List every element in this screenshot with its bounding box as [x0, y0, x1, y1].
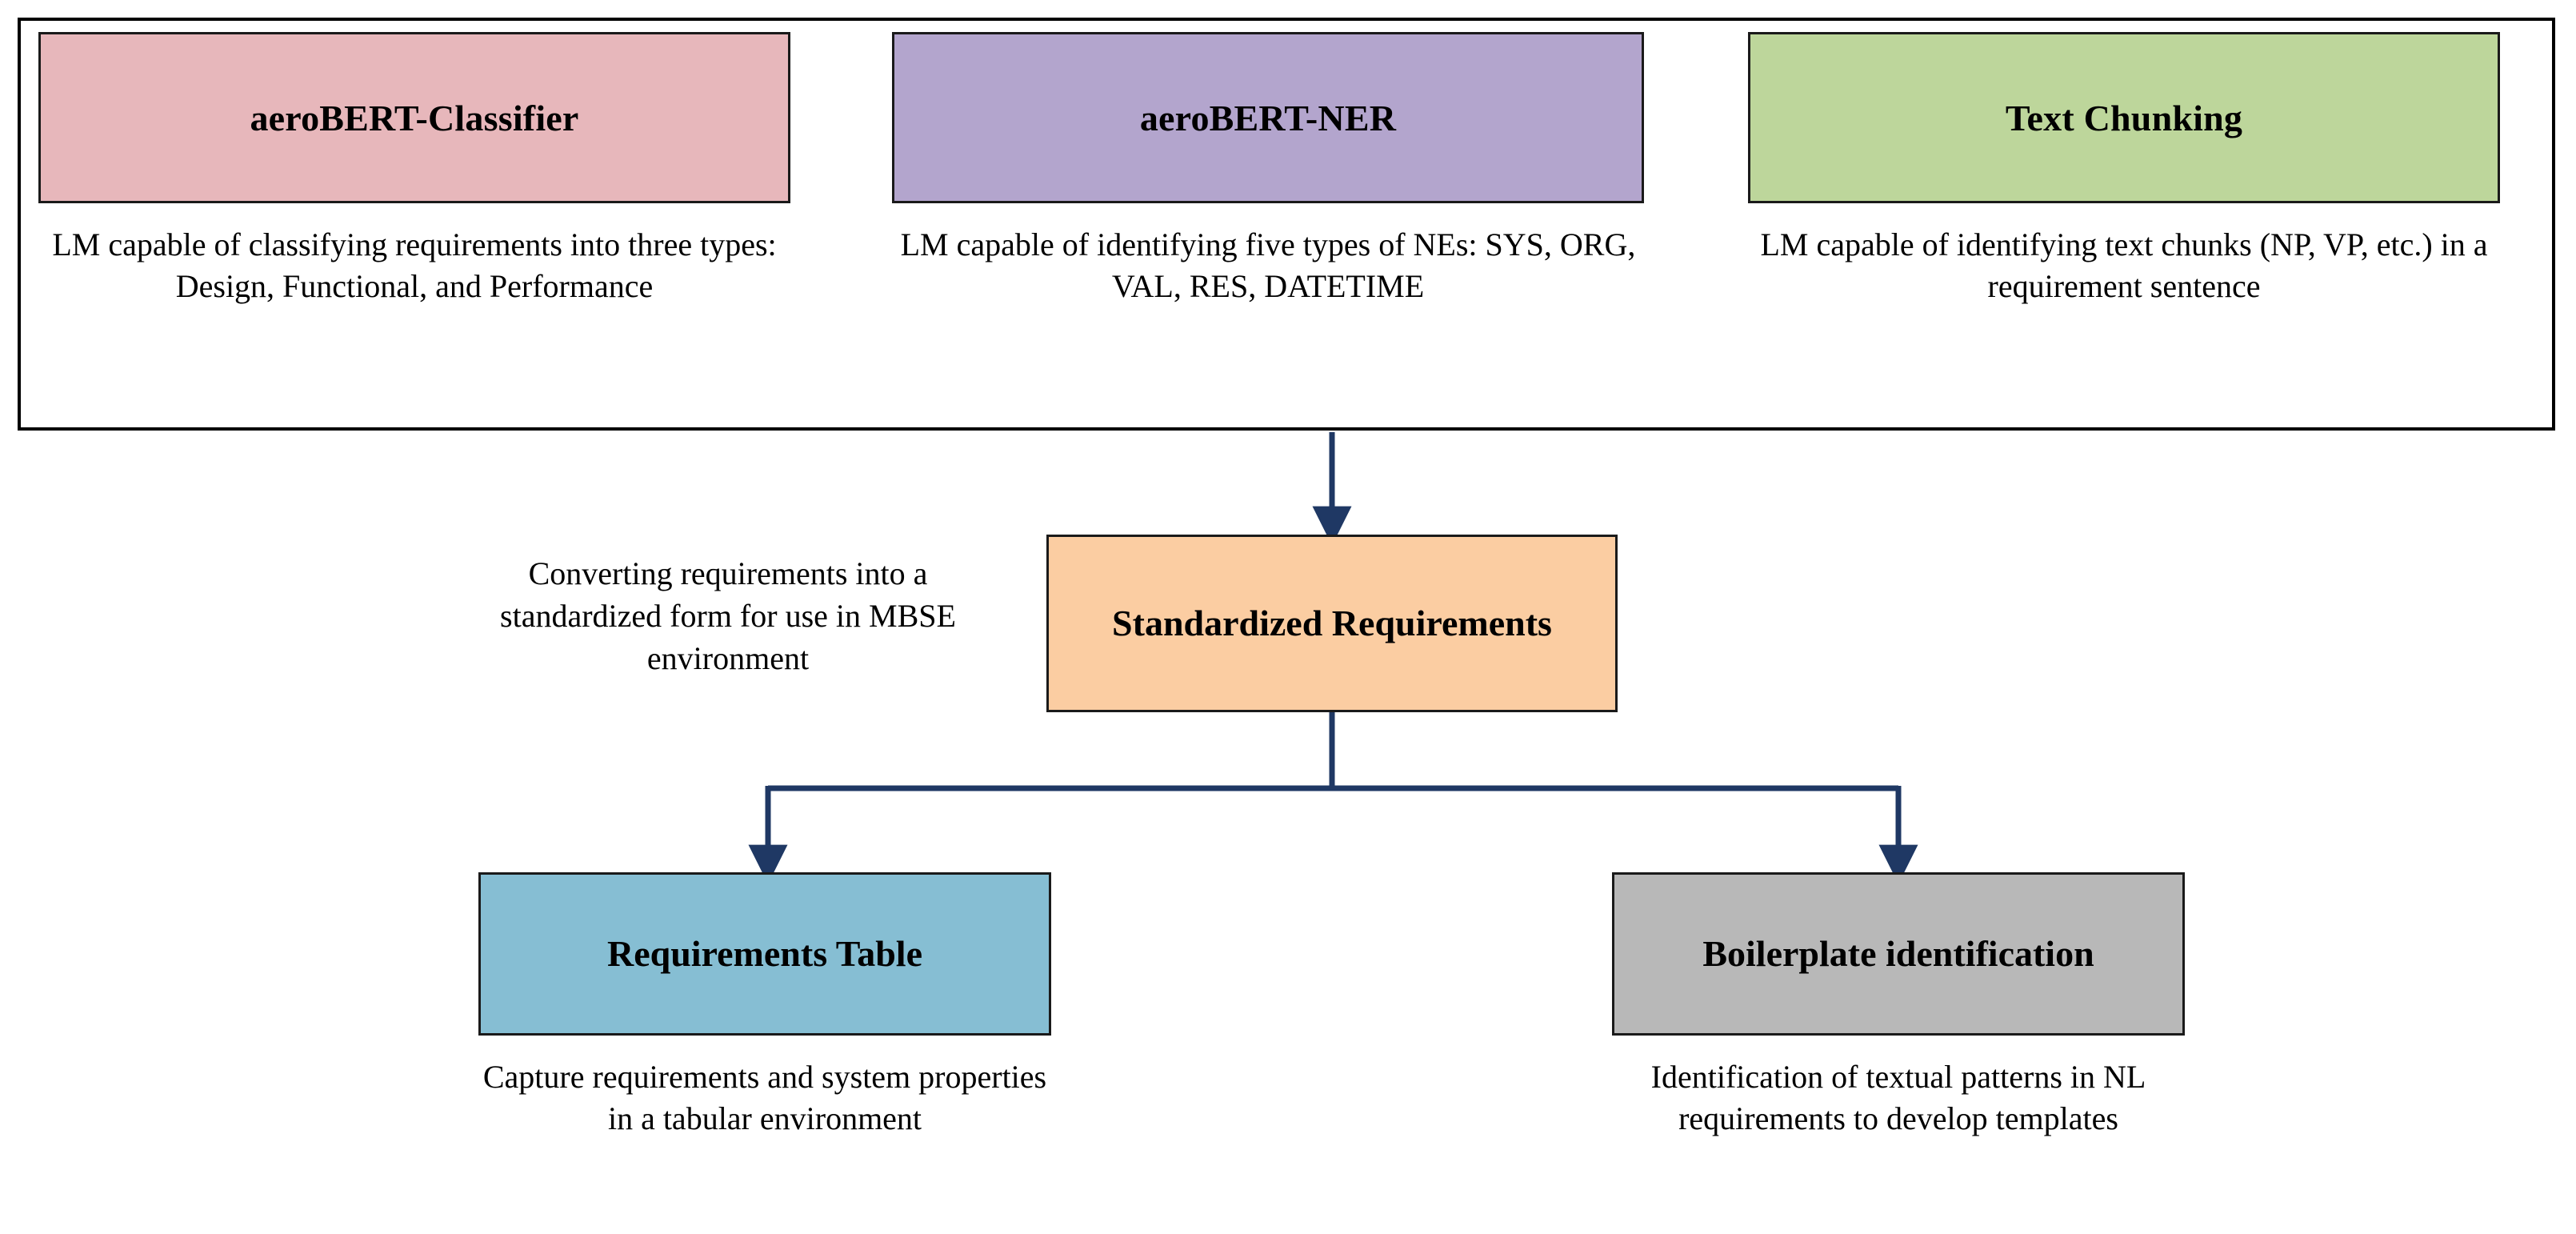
model-column-ner [892, 32, 1644, 307]
node-boilerplate-identification[interactable]: Boilerplate identification [1612, 872, 2185, 1036]
model-column-text-chunking [1748, 32, 2500, 307]
model-column-classifier [38, 32, 790, 307]
description-text-chunking: LM capable of identifying text chunks (NP, VP, etc.) in a requirement sentence [1760, 226, 2488, 304]
description-aerobert-classifier: LM capable of classifying requirements into three types: Design, Functional, and Performance [52, 226, 777, 304]
output-column-boilerplate-identification [1612, 872, 2185, 1140]
description-boilerplate-identification: Identification of textual patterns in NL requirements to develop templates [1650, 1059, 2146, 1136]
node-aerobert-ner[interactable]: aeroBERT-NER [892, 32, 1644, 203]
node-aerobert-classifier[interactable]: aeroBERT-Classifier [38, 32, 790, 203]
description-aerobert-ner: LM capable of identifying five types of NEs: SYS, ORG, VAL, RES, DATETIME [900, 226, 1636, 304]
node-text-chunking[interactable]: Text Chunking [1748, 32, 2500, 203]
node-requirements-table[interactable]: Requirements Table [478, 872, 1051, 1036]
description-requirements-table: Capture requirements and system properties in a tabular environment [482, 1059, 1047, 1136]
output-column-requirements-table [478, 872, 1051, 1140]
node-standardized-requirements[interactable]: Standardized Requirements [1046, 535, 1618, 712]
description-standardized-requirements: Converting requirements into a standardized form for use in MBSE environment [500, 555, 956, 677]
